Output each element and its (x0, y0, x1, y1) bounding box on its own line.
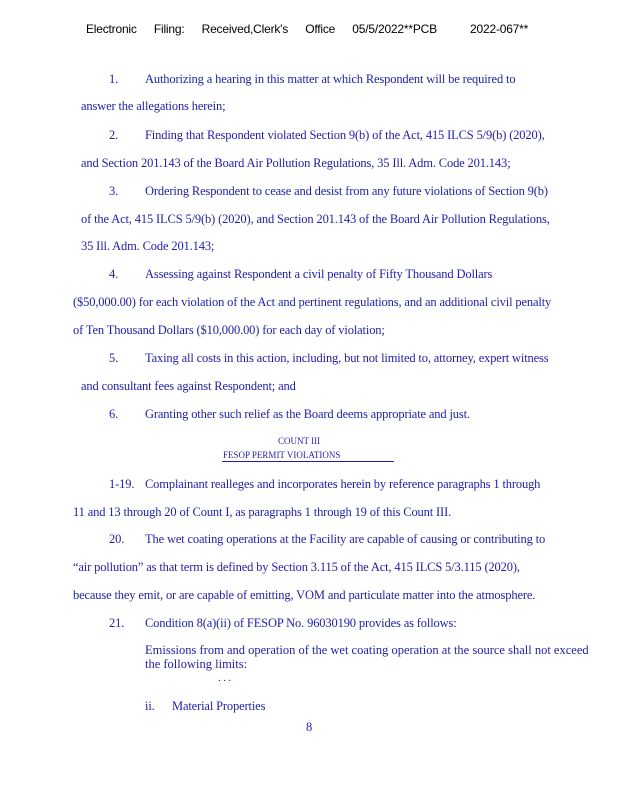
paragraph-number: 20. (109, 532, 125, 546)
item-line: Authorizing a hearing in this matter at which Respondent will be required to (145, 72, 516, 86)
item-number: 5. (109, 351, 119, 365)
block-quote: Emissions from and operation of the wet coating operation at the source shall not exceed the following limits: (145, 643, 589, 671)
item-line: ($50,000.00) for each violation of the Act and pertinent regulations, and an additional civil penalty (73, 295, 552, 309)
header-office: Office (305, 22, 336, 36)
filing-stamp-header (86, 22, 542, 36)
item-number: 3. (109, 184, 119, 198)
header-date-code: 05/5/2022**PCB (352, 22, 437, 36)
item-number: 2. (109, 128, 119, 142)
page-number: 8 (306, 720, 313, 734)
paragraph-line: 11 and 13 through 20 of Count I, as paragraphs 1 through 19 of this Count III. (73, 505, 452, 519)
count-subtitle-underline (222, 461, 394, 462)
quote-item-label: Material Properties (172, 699, 266, 713)
item-number: 1. (109, 72, 119, 86)
item-line: Assessing against Respondent a civil penalty of Fifty Thousand Dollars (145, 267, 493, 281)
item-line: Granting other such relief as the Board deems appropriate and just. (145, 407, 470, 421)
count-subtitle: FESOP PERMIT VIOLATIONS (223, 450, 341, 460)
item-line: 35 Ill. Adm. Code 201.143; (81, 239, 215, 253)
header-electronic: Electronic (86, 22, 137, 36)
item-number: 6. (109, 407, 119, 421)
quote-ellipsis: . . . (218, 672, 232, 684)
item-number: 4. (109, 267, 119, 281)
paragraph-line: Complainant realleges and incorporates herein by reference paragraphs 1 through (145, 477, 541, 491)
header-filing: Filing: (153, 22, 185, 36)
item-line: of the Act, 415 ILCS 5/9(b) (2020), and Section 201.143 of the Board Air Pollution Regulations, (81, 212, 550, 226)
header-received: Received,Clerk's (201, 22, 289, 36)
header-case-number: 2022-067** (470, 22, 529, 36)
paragraph-line: Condition 8(a)(ii) of FESOP No. 96030190 provides as follows: (145, 616, 457, 630)
paragraph-number: 1-19. (109, 477, 135, 491)
paragraph-line: “air pollution” as that term is defined by Section 3.115 of the Act, 415 ILCS 5/3.115 (2020), (73, 560, 520, 574)
item-line: of Ten Thousand Dollars ($10,000.00) for each day of violation; (73, 323, 385, 337)
item-line: Ordering Respondent to cease and desist from any future violations of Section 9(b) (145, 184, 548, 198)
paragraph-number: 21. (109, 616, 125, 630)
item-line: answer the allegations herein; (81, 99, 226, 113)
item-line: Finding that Respondent violated Section 9(b) of the Act, 415 ILCS 5/9(b) (2020), (145, 128, 545, 142)
item-line: and consultant fees against Respondent; and (81, 379, 296, 393)
quote-item-number: ii. (145, 699, 155, 713)
item-line: and Section 201.143 of the Board Air Pollution Regulations, 35 Ill. Adm. Code 201.143; (81, 156, 511, 170)
item-line: Taxing all costs in this action, including, but not limited to, attorney, expert witness (145, 351, 549, 365)
paragraph-line: The wet coating operations at the Facility are capable of causing or contributing to (145, 532, 546, 546)
paragraph-line: because they emit, or are capable of emitting, VOM and particulate matter into the atmosphere. (73, 588, 536, 602)
count-heading: COUNT III (278, 436, 321, 446)
